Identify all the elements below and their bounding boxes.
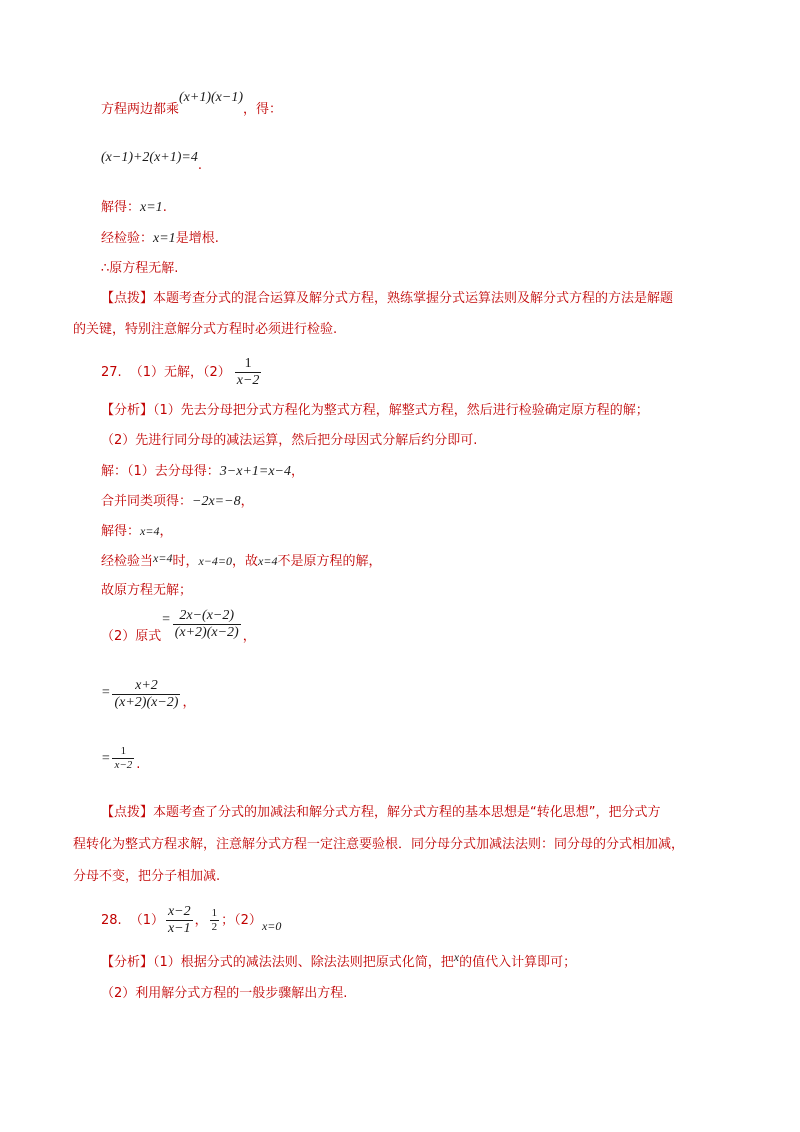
line-answer-27 [101,356,263,389]
text: 是增根. [175,231,219,246]
line-part2-original: （2）原式= $\frac{2x-(x-2)}{(x+2)(x-2)}$ ， [101,608,256,644]
text: . [197,158,203,173]
text: 方程两边都乘 [101,102,180,117]
line-conclusion [101,259,178,279]
fraction: $\frac{2x-(x-2)}{(x+2)(x-2)}$ [174,608,239,640]
line-multiply [101,90,283,120]
math-expression: x=4 [258,554,278,568]
text: 【点拨】本题考查分式的混合运算及解分式方程，熟练掌握分式运算法则及解分式方程的方法是解题 [101,291,674,306]
math-expression: x [453,950,460,964]
line-remark-26-a [101,289,673,309]
text: ， [240,494,254,509]
text: . [136,757,141,772]
math-expression: 3−x+1=x−4 [219,464,291,479]
line-remark-27-b [73,835,684,855]
text: 【分析】（1）根据分式的减法法则、除法法则把原式化简，把 [101,955,454,970]
math-expression: x=4 [153,551,173,565]
math-expression: (x+1)(x−1) [179,90,243,105]
text: 的值代入计算即可； [459,955,577,970]
math-expression: x=4 [140,524,160,538]
line-remark-26-b [73,320,337,340]
text: 解得： [101,200,141,215]
line-solve [101,198,167,218]
math-expression: −2x=−8 [192,494,241,509]
line-step-1 [101,462,304,482]
text: ， [182,695,196,710]
fraction: $\frac{1}{x-2}$ [236,356,260,388]
text: 解得： [101,524,141,539]
fraction: $\frac{1}{2}$ [211,907,218,933]
text: 时， [172,554,199,569]
line-remark-27-a [101,803,660,823]
text: （1） [129,913,164,928]
text: ，故 [232,554,259,569]
fraction: $\frac{x-2}{x-1}$ [167,904,191,936]
text: ；（2） [221,913,262,928]
math-expression: (x−1)+2(x+1)=4 [101,150,198,165]
text: 【点拨】本题考查了分式的加减法和解分式方程，解分式方程的基本思想是“转化思想”，把分式方 [101,805,661,820]
line-step-2 [101,492,254,512]
text: 分母不变，把分子相加减. [73,869,221,884]
text: ， [291,464,305,479]
line-analysis-28-b [101,984,347,1004]
text: . [162,200,167,215]
line-answer-28 [101,904,281,937]
text: 解：（1）去分母得： [101,464,220,479]
text: 【分析】（1）先去分母把分式方程化为整式方程，解整式方程，然后进行检验确定原方程的解； [101,403,649,418]
text: 经检验当 [101,554,154,569]
line-check [101,229,219,249]
text: ， [159,524,173,539]
question-number: 28. [101,913,122,928]
text: 故原方程无解； [101,583,193,598]
line-step-3 [101,521,172,542]
question-number: 27. [101,365,122,380]
text: （2）利用解分式方程的一般步骤解出方程. [101,986,348,1001]
text: ，得： [243,102,283,117]
text: ， [194,913,208,928]
line-equation [101,148,203,173]
text: ， [242,629,256,644]
text: （2）原式 [101,629,162,644]
text: 的关键，特别注意解分式方程时必须进行检验. [73,322,338,337]
text: 不是原方程的解， [277,554,382,569]
fraction: $\frac{x+2}{(x+2)(x-2)}$ [114,678,179,710]
line-part2-result: = $\frac{1}{x-2}$ . [101,745,141,772]
line-remark-27-c [73,867,220,887]
line-step-5 [101,581,192,601]
line-analysis-27-a [101,401,649,421]
line-analysis-27-b [101,431,477,451]
text: 经检验： [101,231,154,246]
line-step-4 [101,551,381,572]
line-analysis-28-a [101,952,576,973]
text: （1）无解，（2） [129,365,231,380]
math-expression: x=0 [261,919,282,933]
text: （2）先进行同分母的减法运算，然后把分母因式分解后约分即可. [101,433,478,448]
math-expression: x=1 [140,200,163,215]
fraction: $\frac{1}{x-2}$ [114,745,133,771]
math-expression: x=1 [153,231,176,246]
line-part2-step: = $\frac{x+2}{(x+2)(x-2)}$ ， [101,678,196,710]
text: 程转化为整式方程求解，注意解分式方程一定注意要验根．同分母分式加减法法则：同分母的分式相加减， [73,837,685,852]
text: ∴原方程无解. [101,261,179,276]
math-expression: x−4=0 [198,554,232,568]
text: 合并同类项得： [101,494,193,509]
